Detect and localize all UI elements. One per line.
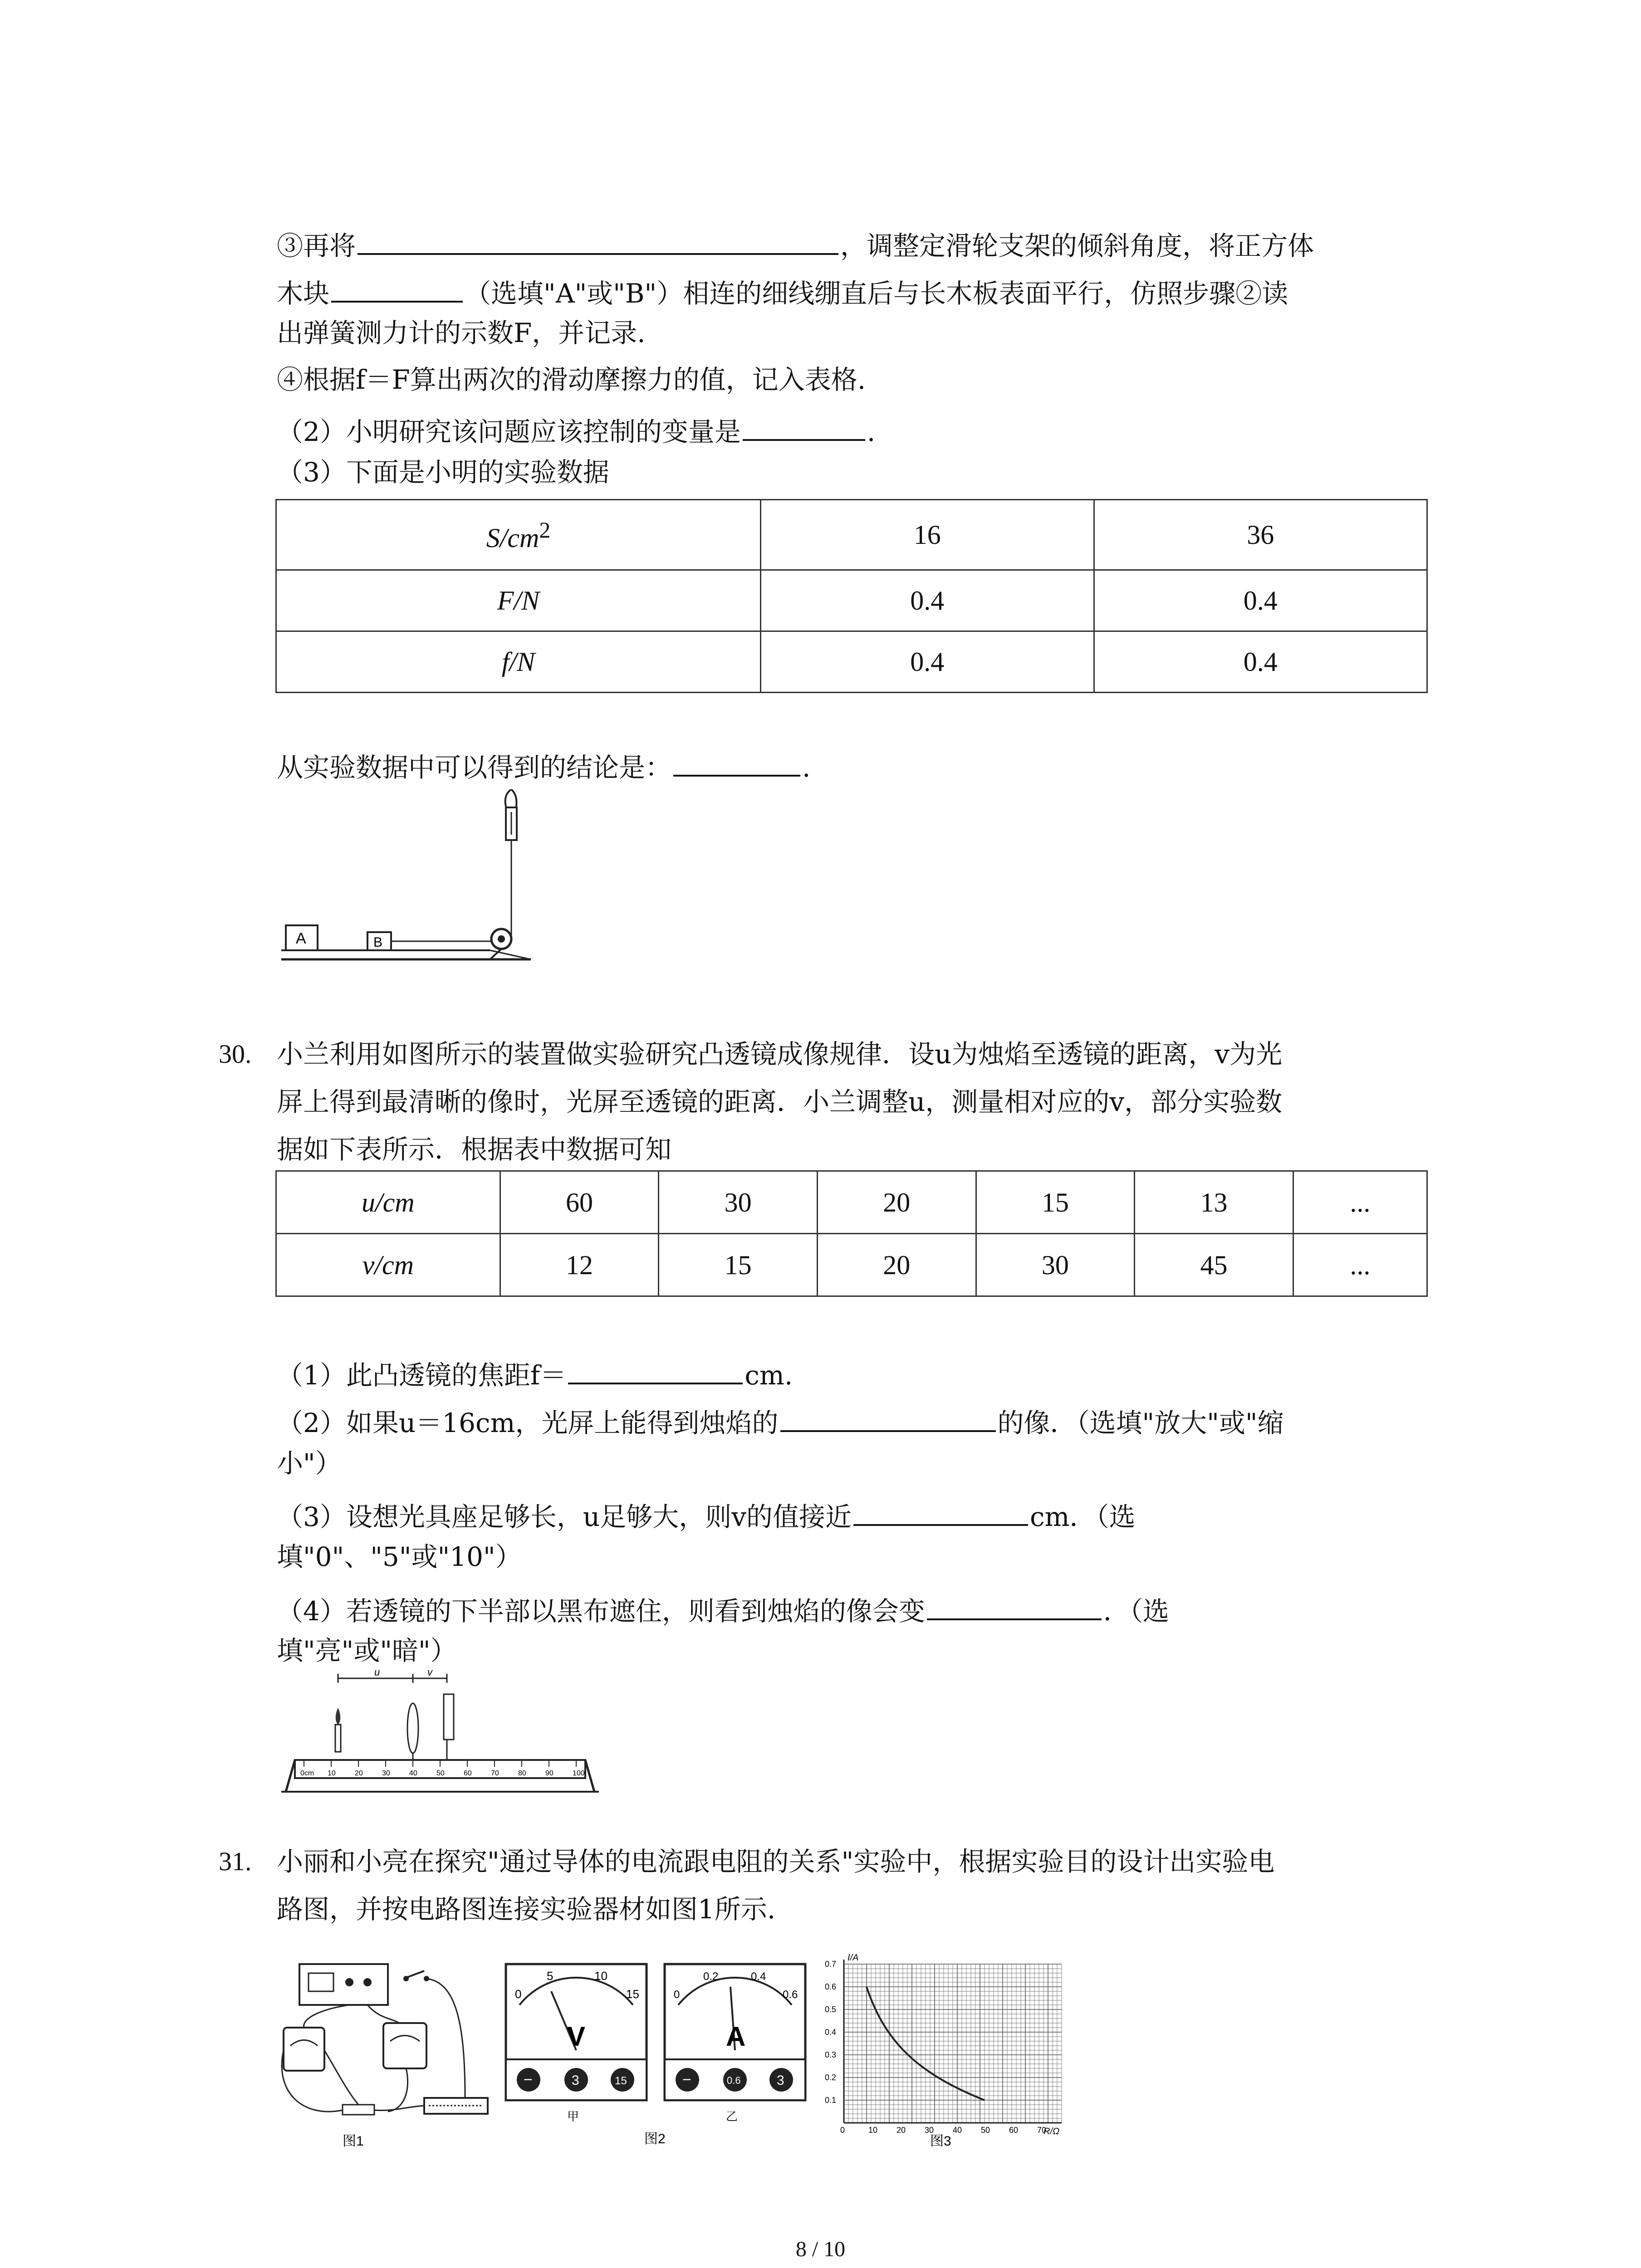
table-cell: 0.4 bbox=[761, 570, 1094, 631]
answer-blank[interactable] bbox=[358, 227, 838, 255]
ruler-tick-label: 40 bbox=[409, 1769, 417, 1777]
table-row bbox=[276, 570, 1427, 631]
screen-icon bbox=[444, 1694, 454, 1740]
answer-blank[interactable] bbox=[853, 1498, 1028, 1526]
table-cell: 30 bbox=[976, 1234, 1135, 1296]
y-axis-label: I/A bbox=[847, 1953, 859, 1963]
table-row bbox=[276, 500, 1427, 570]
v-scale-5: 5 bbox=[547, 1969, 554, 1983]
sub-label-yi: 乙 bbox=[726, 2110, 738, 2123]
v-scale-15: 15 bbox=[626, 1987, 639, 2001]
x-tick-label: 50 bbox=[981, 2126, 990, 2135]
q30-intro-1: 小兰利用如图所示的装置做实验研究凸透镜成像规律．设u为烛焰至透镜的距离，v为光 bbox=[277, 1039, 1283, 1070]
v-label: v bbox=[427, 1669, 432, 1678]
y-tick-label: 0.3 bbox=[825, 2050, 837, 2059]
answer-blank[interactable] bbox=[673, 748, 800, 777]
q29-conclusion: 从实验数据中可以得到的结论是： . bbox=[277, 748, 810, 781]
v-scale-0: 0 bbox=[515, 1987, 522, 2001]
q29-step4: ④根据f＝F算出两次的滑动摩擦力的值，记入表格. bbox=[277, 364, 866, 395]
q29-step3-line3: 出弹簧测力计的示数F，并记录. bbox=[277, 318, 646, 348]
current-resistance-graph bbox=[817, 1950, 1071, 2150]
q30-data-table bbox=[275, 1170, 1428, 1297]
y-tick-label: 0.4 bbox=[825, 2028, 837, 2037]
a-scale-0: 0 bbox=[674, 1989, 680, 2001]
x-tick-label: 30 bbox=[925, 2126, 934, 2135]
q31-number: 31. bbox=[219, 1847, 252, 1876]
svg-text:−: − bbox=[682, 2071, 691, 2088]
voltmeter-letter: V bbox=[567, 2021, 586, 2052]
fig3-caption: 图3 bbox=[930, 2134, 951, 2149]
page-number: 8 / 10 bbox=[795, 2237, 846, 2261]
ruler-tick-label: 70 bbox=[491, 1769, 499, 1777]
y-tick-label: 0.5 bbox=[825, 2005, 837, 2014]
a-scale-2: 0.4 bbox=[751, 1970, 766, 1983]
wire bbox=[367, 2005, 399, 2023]
q30-sub3-line1: （3）设想光具座足够长，u足够大，则v的值接近 cm．（选 bbox=[277, 1498, 1136, 1530]
q30-intro-2: 屏上得到最清晰的像时，光屏至透镜的距离．小兰调整u，测量相对应的v，部分实验数 bbox=[277, 1086, 1283, 1117]
q30-sub4-line1: （4）若透镜的下半部以黑布遮住，则看到烛焰的像会变 ．（选 bbox=[277, 1592, 1169, 1624]
table-row bbox=[276, 631, 1427, 693]
q29-sub2: （2）小明研究该问题应该控制的变量是 . bbox=[277, 413, 875, 445]
bench-leg-left bbox=[286, 1760, 295, 1792]
candle-flame-icon bbox=[336, 1708, 341, 1725]
q29-sub3: （3）下面是小明的实验数据 bbox=[277, 457, 609, 488]
ruler-tick-label: 30 bbox=[382, 1769, 390, 1777]
wire bbox=[304, 2005, 349, 2028]
table-cell: 12 bbox=[500, 1234, 659, 1296]
pulley-axle bbox=[498, 935, 505, 943]
q30-sub1: （1）此凸透镜的焦距f＝ cm. bbox=[277, 1356, 793, 1388]
ammeter-letter: A bbox=[726, 2021, 746, 2052]
lens-icon bbox=[407, 1703, 418, 1753]
table-cell: f/N bbox=[276, 631, 761, 693]
table-row bbox=[276, 1234, 1427, 1296]
table-row bbox=[276, 1171, 1427, 1234]
x-tick-label: 60 bbox=[1009, 2126, 1019, 2135]
answer-blank[interactable] bbox=[780, 1404, 996, 1432]
superscript: 2 bbox=[539, 517, 551, 543]
friction-apparatus-figure bbox=[277, 789, 540, 971]
x-tick-labels bbox=[840, 2126, 1046, 2135]
answer-blank[interactable] bbox=[331, 274, 463, 303]
y-tick-label: 0.1 bbox=[825, 2096, 837, 2105]
table-cell: 0.4 bbox=[1094, 631, 1427, 693]
ruler-tick-label: 80 bbox=[518, 1769, 526, 1777]
q29-step3-line2: 木块 （选填"A"或"B"）相连的细线绷直后与长木板表面平行，仿照步骤②读 bbox=[277, 274, 1288, 307]
table-cell: $S/cm^2$ bbox=[276, 500, 761, 570]
ruler-tick-label: 100 bbox=[573, 1769, 585, 1777]
svg-text:3: 3 bbox=[572, 2073, 579, 2088]
circuit-figure bbox=[274, 1955, 497, 2150]
x-tick-label: 0 bbox=[840, 2126, 845, 2135]
q30-sub3-line2: 填"0"、"5"或"10"） bbox=[277, 1541, 522, 1572]
ruler-tick-label: 60 bbox=[464, 1769, 472, 1777]
block-a-label: A bbox=[296, 930, 306, 947]
optical-bench-figure bbox=[277, 1669, 603, 1805]
svg-text:3: 3 bbox=[777, 2073, 784, 2088]
q31-intro-2: 路图，并按电路图连接实验器材如图1所示. bbox=[277, 1894, 776, 1925]
table-cell: 0.4 bbox=[1094, 570, 1427, 631]
bench-leg-right bbox=[585, 1760, 594, 1792]
table-cell: F/N bbox=[276, 570, 761, 631]
y-tick-label: 0.6 bbox=[825, 1982, 837, 1991]
resistor-icon bbox=[343, 2105, 374, 2115]
table-cell: 15 bbox=[976, 1171, 1135, 1234]
ruler-tick-label: 90 bbox=[545, 1769, 554, 1777]
svg-text:−: − bbox=[524, 2071, 533, 2088]
u-label: u bbox=[374, 1669, 380, 1678]
candle-icon bbox=[335, 1725, 341, 1752]
table-cell: 60 bbox=[500, 1171, 659, 1234]
q30-sub2-line2: 小"） bbox=[277, 1448, 342, 1479]
x-tick-label: 20 bbox=[896, 2126, 906, 2135]
table-cell: 16 bbox=[761, 500, 1094, 570]
table-cell: 0.4 bbox=[761, 631, 1094, 693]
wire bbox=[426, 1979, 465, 2098]
table-cell: v/cm bbox=[276, 1234, 500, 1296]
table-cell: u/cm bbox=[276, 1171, 500, 1234]
table-cell: 20 bbox=[817, 1171, 976, 1234]
table-cell: 20 bbox=[817, 1234, 976, 1296]
voltmeter-device-icon bbox=[284, 2028, 324, 2071]
table-cell: ... bbox=[1293, 1171, 1427, 1234]
table-cell: 45 bbox=[1135, 1234, 1293, 1296]
ruler-tick-label: 10 bbox=[328, 1769, 336, 1777]
switch-icon bbox=[406, 1971, 424, 1978]
svg-text:15: 15 bbox=[615, 2075, 627, 2087]
q30-sub2-line1: （2）如果u＝16cm，光屏上能得到烛焰的 的像．（选填"放大"或"缩 bbox=[277, 1404, 1284, 1436]
table-cell: 36 bbox=[1094, 500, 1427, 570]
q29-data-table bbox=[275, 499, 1428, 693]
x-tick-label: 10 bbox=[868, 2126, 878, 2135]
x-tick-label: 40 bbox=[953, 2126, 962, 2135]
answer-blank[interactable] bbox=[743, 413, 865, 441]
answer-blank[interactable] bbox=[927, 1592, 1102, 1620]
answer-blank[interactable] bbox=[568, 1356, 743, 1384]
table-cell: 15 bbox=[659, 1234, 818, 1296]
q31-intro-1: 小丽和小亮在探究"通过导体的电流跟电阻的关系"实验中，根据实验目的设计出实验电 bbox=[277, 1846, 1275, 1877]
ammeter-device-icon bbox=[383, 2023, 426, 2068]
svg-text:0.6: 0.6 bbox=[727, 2075, 741, 2086]
a-scale-1: 0.2 bbox=[703, 1970, 719, 1983]
q29-step3-line1: ③再将 ，调整定滑轮支架的倾斜角度，将正方体 bbox=[277, 227, 1314, 259]
table-cell: 30 bbox=[659, 1171, 818, 1234]
q30-sub4-line2: 填"亮"或"暗"） bbox=[277, 1635, 457, 1666]
wire bbox=[324, 2050, 358, 2105]
sub-label-jia: 甲 bbox=[567, 2110, 579, 2123]
q30-number: 30. bbox=[219, 1039, 252, 1069]
meters-figure bbox=[504, 1955, 812, 2150]
wire bbox=[388, 2068, 408, 2112]
y-tick-labels bbox=[825, 1960, 836, 2105]
x-axis-label: R/Ω bbox=[1043, 2126, 1060, 2136]
q30-intro-3: 据如下表所示．根据表中数据可知 bbox=[277, 1134, 672, 1165]
block-b-label: B bbox=[373, 935, 383, 950]
y-tick-label: 0.2 bbox=[825, 2073, 837, 2082]
ruler-tick-label: 0cm bbox=[300, 1769, 314, 1777]
ruler-tick-label: 50 bbox=[436, 1769, 445, 1777]
v-scale-10: 10 bbox=[594, 1969, 607, 1983]
ruler-tick-label: 20 bbox=[355, 1769, 363, 1777]
fig2-caption: 图2 bbox=[644, 2131, 666, 2146]
y-tick-label: 0.7 bbox=[825, 1960, 837, 1969]
x-tick-label: 70 bbox=[1037, 2126, 1047, 2135]
fig1-caption: 图1 bbox=[343, 2134, 364, 2149]
table-cell: ... bbox=[1293, 1234, 1427, 1296]
table-cell: 13 bbox=[1135, 1171, 1293, 1234]
a-scale-3: 0.6 bbox=[783, 1989, 798, 2001]
hand-icon bbox=[505, 789, 517, 807]
graph-grid bbox=[844, 1964, 1062, 2123]
